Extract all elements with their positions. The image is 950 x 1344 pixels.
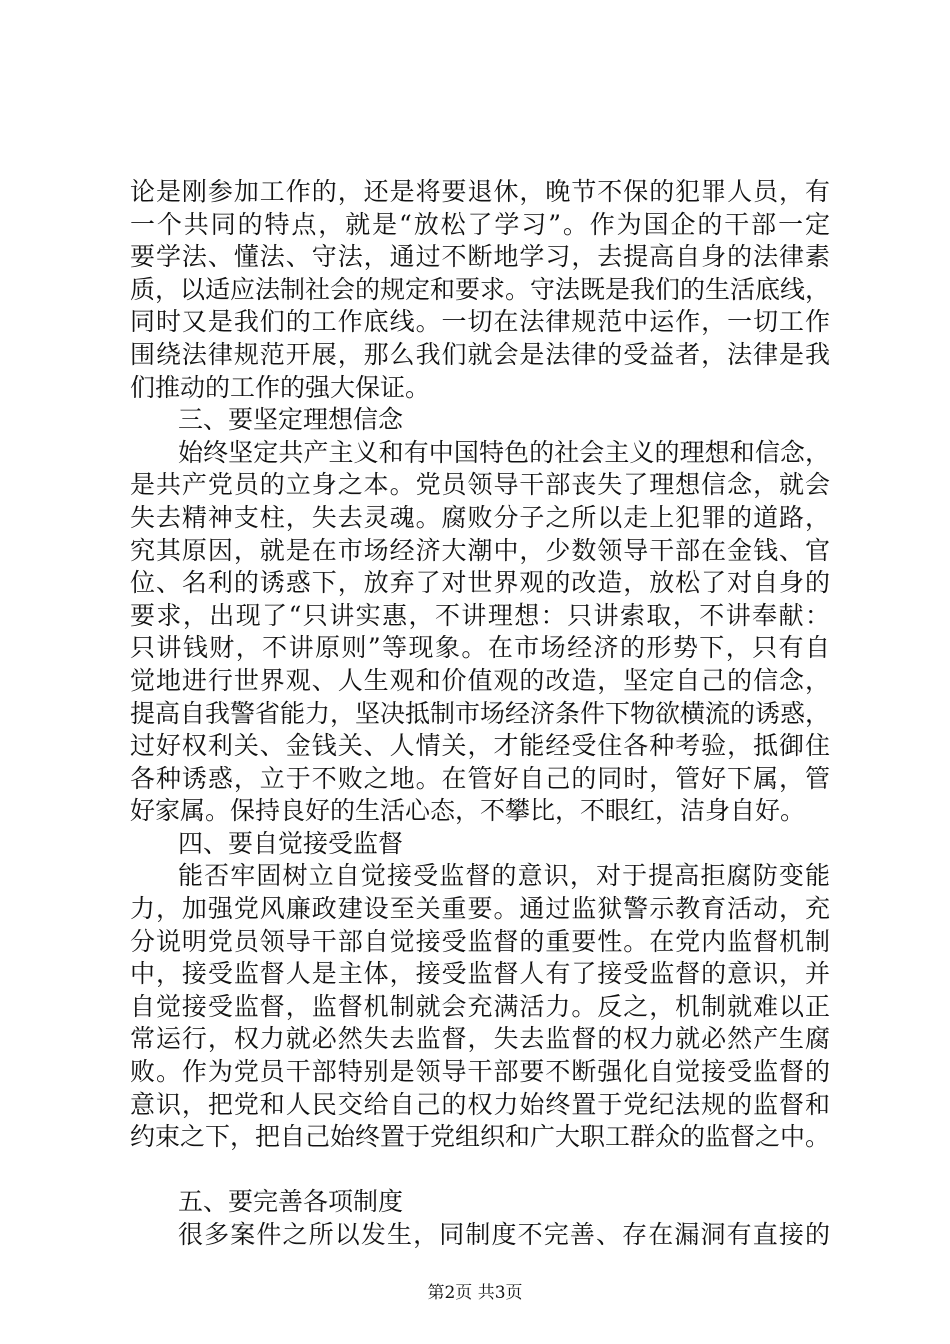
text-line: 只讲钱财，不讲原则”等现象。在市场经济的形势下，只有自 bbox=[130, 633, 830, 663]
text-line: 同时又是我们的工作底线。一切在法律规范中运作，一切工作 bbox=[130, 307, 830, 337]
text-line: 意识，把党和人民交给自己的权力始终置于党纪法规的监督和 bbox=[130, 1089, 830, 1119]
section-heading: 四、要自觉接受监督 bbox=[178, 828, 404, 858]
text-line: 力，加强党风廉政建设至关重要。通过监狱警示教育活动，充 bbox=[130, 894, 830, 924]
page-number-footer: 第2页 共3页 bbox=[427, 1283, 523, 1303]
text-line: 分说明党员领导干部自觉接受监督的重要性。在党内监督机制 bbox=[130, 926, 830, 956]
text-line: 能否牢固树立自觉接受监督的意识，对于提高拒腐防变能 bbox=[178, 861, 830, 891]
text-line: 约束之下，把自己始终置于党组织和广大职工群众的监督之中。 bbox=[130, 1122, 830, 1152]
text-line: 过好权利关、金钱关、人情关，才能经受住各种考验，抵御住 bbox=[130, 731, 830, 761]
text-line: 失去精神支柱，失去灵魂。腐败分子之所以走上犯罪的道路， bbox=[130, 502, 830, 532]
text-line: 质，以适应法制社会的规定和要求。守法既是我们的生活底线， bbox=[130, 274, 830, 304]
text-line: 自觉接受监督，监督机制就会充满活力。反之，机制就难以正 bbox=[130, 991, 830, 1021]
text-line: 常运行，权力就必然失去监督，失去监督的权力就必然产生腐 bbox=[130, 1024, 830, 1054]
section-heading: 五、要完善各项制度 bbox=[178, 1187, 404, 1217]
text-line: 提高自我警省能力，坚决抵制市场经济条件下物欲横流的诱惑， bbox=[130, 698, 830, 728]
text-line: 们推动的工作的强大保证。 bbox=[130, 372, 431, 402]
text-line: 论是刚参加工作的，还是将要退休，晚节不保的犯罪人员，有 bbox=[130, 177, 830, 206]
text-line: 位、名利的诱惑下，放弃了对世界观的改造，放松了对自身的 bbox=[130, 568, 830, 598]
blank-line bbox=[130, 1154, 830, 1187]
text-line: 究其原因，就是在市场经济大潮中，少数领导干部在金钱、官 bbox=[130, 535, 830, 565]
text-line: 是共产党员的立身之本。党员领导干部丧失了理想信念，就会 bbox=[130, 470, 830, 500]
text-line: 各种诱惑，立于不败之地。在管好自己的同时，管好下属，管 bbox=[130, 763, 830, 793]
text-line: 很多案件之所以发生，同制度不完善、存在漏洞有直接的 bbox=[178, 1220, 830, 1249]
text-line: 中，接受监督人是主体，接受监督人有了接受监督的意识，并 bbox=[130, 959, 830, 989]
document-body bbox=[130, 176, 830, 1252]
text-line: 败。作为党员干部特别是领导干部要不断强化自觉接受监督的 bbox=[130, 1057, 830, 1087]
section-heading: 三、要坚定理想信念 bbox=[178, 405, 404, 435]
text-line: 要求，出现了“只讲实惠，不讲理想：只讲索取，不讲奉献： bbox=[130, 600, 830, 630]
text-line: 一个共同的特点，就是“放松了学习”。作为国企的干部一定 bbox=[130, 209, 830, 239]
text-line: 要学法、懂法、守法，通过不断地学习，去提高自身的法律素 bbox=[130, 242, 830, 272]
text-line: 始终坚定共产主义和有中国特色的社会主义的理想和信念， bbox=[178, 437, 830, 467]
text-line: 围绕法律规范开展，那么我们就会是法律的受益者，法律是我 bbox=[130, 339, 830, 369]
text-line: 好家属。保持良好的生活心态，不攀比，不眼红，洁身自好。 bbox=[130, 796, 806, 826]
text-line: 觉地进行世界观、人生观和价值观的改造，坚定自己的信念， bbox=[130, 665, 830, 695]
